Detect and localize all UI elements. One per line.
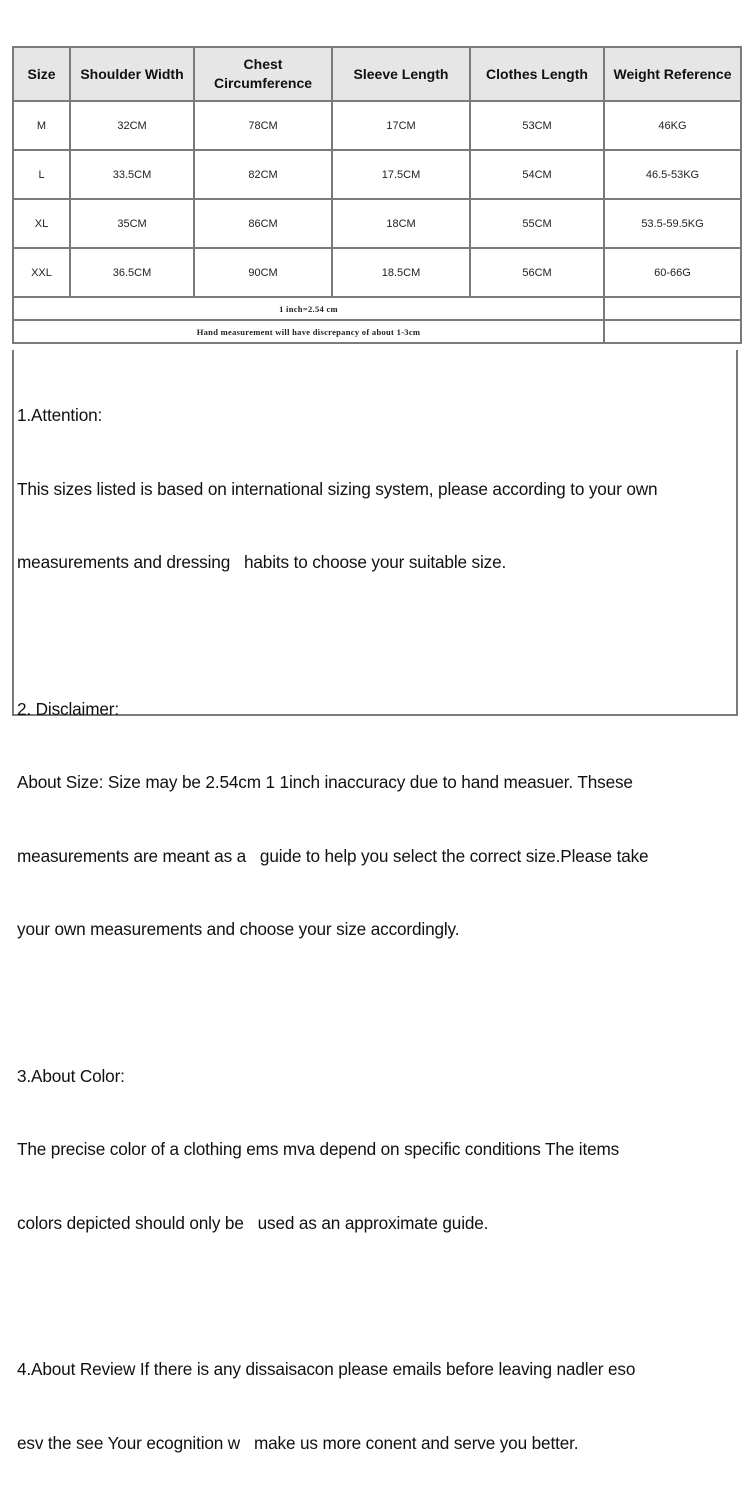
cell-clothes-length: 56CM [470, 248, 604, 297]
table-row [13, 150, 741, 199]
cell-sleeve: 17.5CM [332, 150, 470, 199]
disclaimer-line: measurements are meant as a guide to help you select the correct size.Please take [17, 845, 649, 866]
attention-title: 1.Attention: [17, 405, 103, 425]
cell-size: XXL [13, 248, 70, 297]
disclaimer-line: your own measurements and choose your size accordingly. [17, 919, 460, 939]
cell-weight: 53.5-59.5KG [604, 199, 741, 248]
cell-chest: 82CM [194, 150, 332, 199]
table-header-row [13, 47, 741, 101]
cell-clothes-length: 53CM [470, 101, 604, 150]
section-disclaimer [17, 648, 736, 991]
cell-shoulder-width: 35CM [70, 199, 194, 248]
section-review [17, 1308, 736, 1500]
disclaimer-line: About Size: Size may be 2.54cm 1 1inch inaccuracy due to hand measuer. Thsese [17, 772, 633, 792]
section-attention [17, 354, 736, 624]
table-row [13, 248, 741, 297]
color-line: colors depicted should only be used as an approximate guide. [17, 1212, 489, 1233]
header-chest-circumference [194, 47, 332, 101]
note-row-conversion [13, 297, 741, 320]
cell-size: XL [13, 199, 70, 248]
size-chart-table [12, 46, 742, 344]
cell-clothes-length: 55CM [470, 199, 604, 248]
header-weight-reference: Weight Reference [604, 47, 741, 101]
note-empty-cell [604, 320, 741, 343]
table-row [13, 101, 741, 150]
cell-sleeve: 18.5CM [332, 248, 470, 297]
note-hand-measurement: Hand measurement will have discrepancy of about 1-3cm [13, 320, 604, 343]
cell-clothes-length: 54CM [470, 150, 604, 199]
disclaimer-title: 2. Disclaimer: [17, 698, 119, 719]
attention-line: measurements and dressing habits to choose your suitable size. [17, 552, 507, 572]
header-sleeve-length: Sleeve Length [332, 47, 470, 101]
cell-weight: 46KG [604, 101, 741, 150]
attention-line: This sizes listed is based on international sizing system, please according to your own [17, 478, 658, 499]
table-row [13, 199, 741, 248]
cell-shoulder-width: 32CM [70, 101, 194, 150]
cell-shoulder-width: 36.5CM [70, 248, 194, 297]
header-clothes-length: Clothes Length [470, 47, 604, 101]
cell-shoulder-width: 33.5CM [70, 150, 194, 199]
cell-weight: 46.5-53KG [604, 150, 741, 199]
cell-size: M [13, 101, 70, 150]
cell-sleeve: 17CM [332, 101, 470, 150]
review-line: esv the see Your ecognition w make us more conent and serve you better. [17, 1432, 579, 1453]
header-size: Size [13, 47, 70, 101]
note-row-discrepancy [13, 320, 741, 343]
cell-weight: 60-66G [604, 248, 741, 297]
color-line: The precise color of a clothing ems mva depend on specific conditions The items [17, 1139, 620, 1159]
info-box [12, 350, 738, 1453]
header-chest-circumference-label: Chest Circumference [213, 56, 313, 91]
cell-chest: 90CM [194, 248, 332, 297]
color-title: 3.About Color: [17, 1065, 125, 1086]
size-chart-container [12, 46, 740, 344]
cell-chest: 86CM [194, 199, 332, 248]
note-inch-conversion: 1 inch=2.54 cm [13, 297, 604, 320]
note-empty-cell [604, 297, 741, 320]
cell-sleeve: 18CM [332, 199, 470, 248]
header-shoulder-width: Shoulder Width [70, 47, 194, 101]
cell-chest: 78CM [194, 101, 332, 150]
review-line: 4.About Review If there is any dissaisacon please emails before leaving nadler eso [17, 1359, 636, 1379]
section-color [17, 1015, 736, 1285]
cell-size: L [13, 150, 70, 199]
